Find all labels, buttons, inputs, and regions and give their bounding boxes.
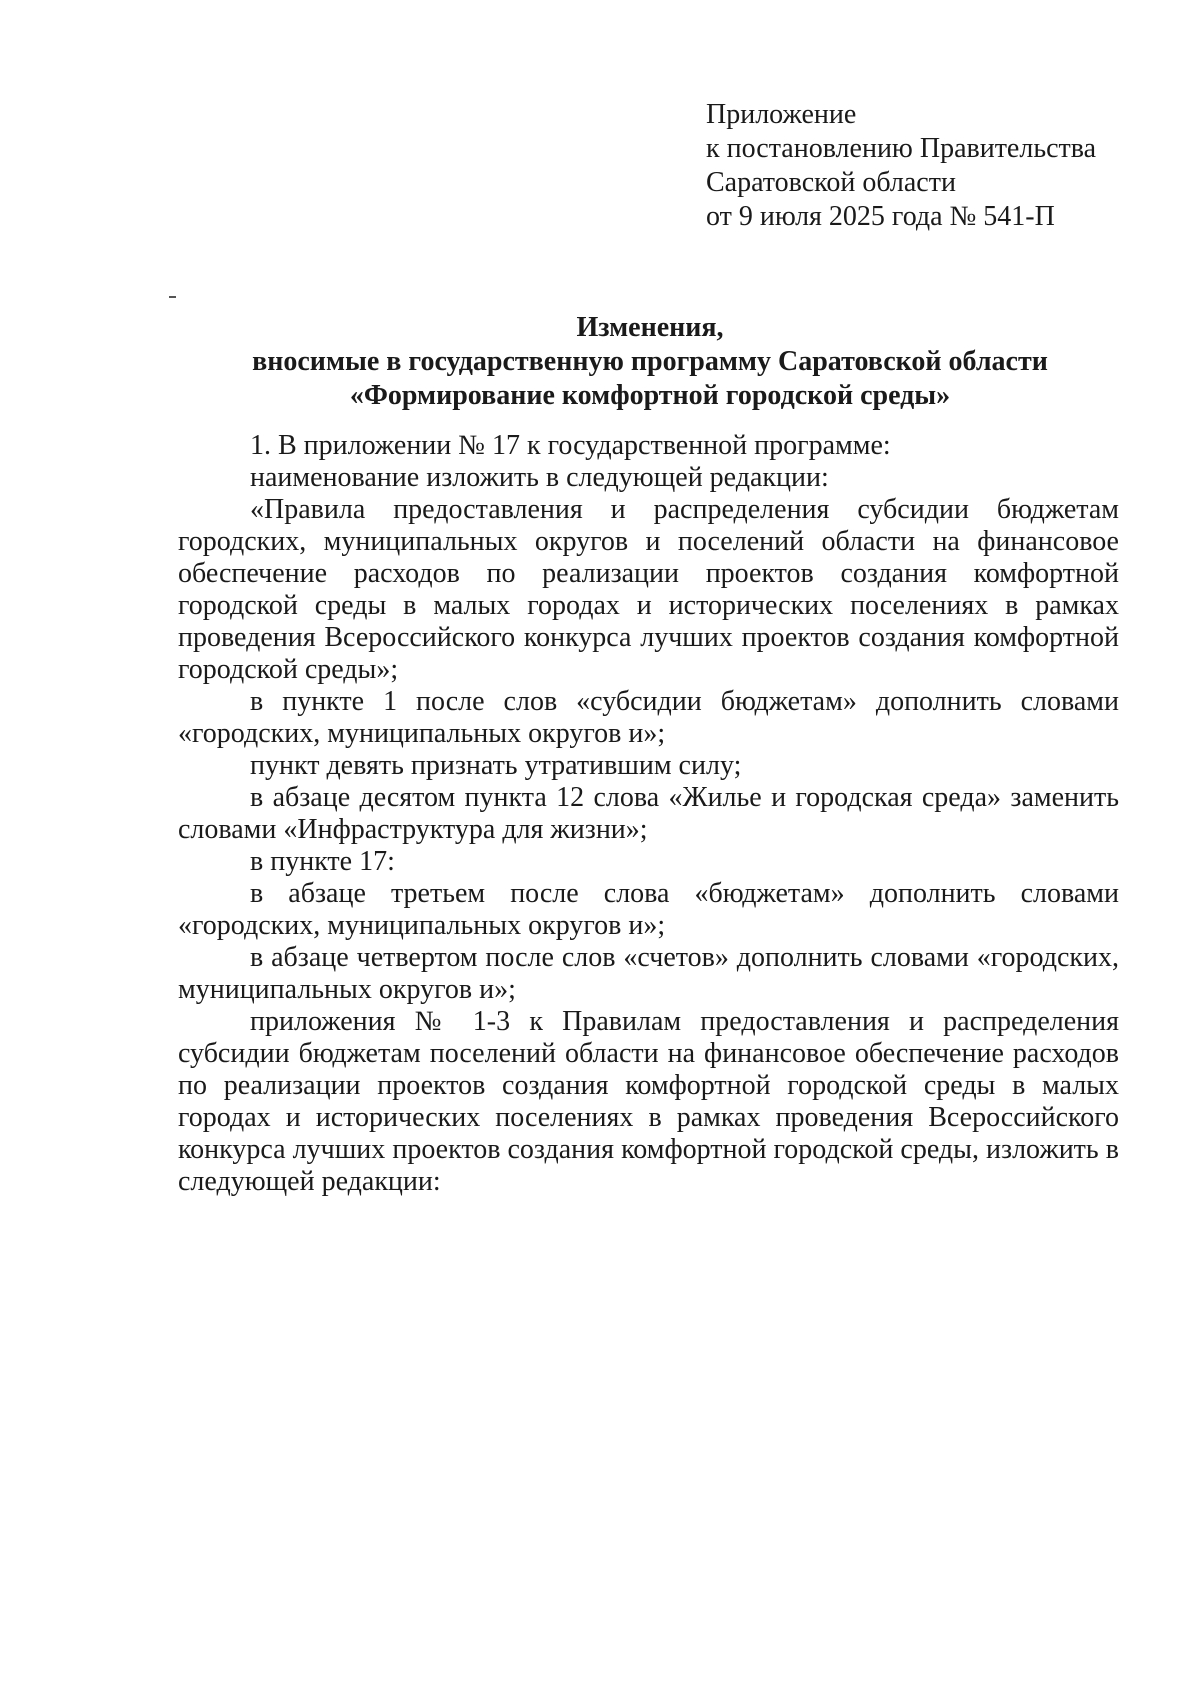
paragraph-9: в абзаце четвертом после слов «счетов» дополнить словами «городских, муниципальных округов и»; [178,942,1119,1005]
appendix-line-4: от 9 июля 2025 года № 541-П [706,201,1055,232]
document-title [120,311,1180,413]
paragraph-5: пункт девять признать утратившим силу; [250,750,742,781]
title-line-3: «Формирование комфортной городской среды» [349,380,951,411]
paragraph-1: 1. В приложении № 17 к государственной программе: [250,430,891,461]
paragraph-10: приложения № 1-3 к Правилам предоставления и распределения субсидии бюджетам поселений области на финансовое обеспечение расходов по реализации проектов создания комфортной городской среды в малых городах и исторических поселениях в рамках проведения Всероссийского конкурса лучших проектов создания комфортной городской среды, изложить в следующей редакции: [178,1006,1119,1197]
appendix-line-1: Приложение [706,99,857,130]
paragraph-2: наименование изложить в следующей редакции: [250,462,829,493]
paragraph-8: в абзаце третьем после слова «бюджетам» дополнить словами «городских, муниципальных округов и»; [178,878,1119,941]
scan-mark [169,296,176,298]
title-line-1: Изменения, [576,312,724,343]
appendix-line-3: Саратовской области [706,167,956,198]
document-body [178,430,1119,1198]
paragraph-6: в абзаце десятом пункта 12 слова «Жилье и городская среда» заменить словами «Инфраструктура для жизни»; [178,782,1119,845]
title-line-2: вносимые в государственную программу Саратовской области [252,346,1048,377]
paragraph-7: в пункте 17: [250,846,395,877]
appendix-line-2: к постановлению Правительства [706,133,1097,164]
appendix-header [706,98,1096,234]
paragraph-4: в пункте 1 после слов «субсидии бюджетам» дополнить словами «городских, муниципальных округов и»; [178,686,1119,749]
paragraph-3: «Правила предоставления и распределения субсидии бюджетам городских, муниципальных округов и поселений области на финансовое обеспечение расходов по реализации проектов создания комфортной городской среды в малых городах и исторических поселениях в рамках проведения Всероссийского конкурса лучших проектов создания комфортной городской среды»; [178,494,1119,685]
